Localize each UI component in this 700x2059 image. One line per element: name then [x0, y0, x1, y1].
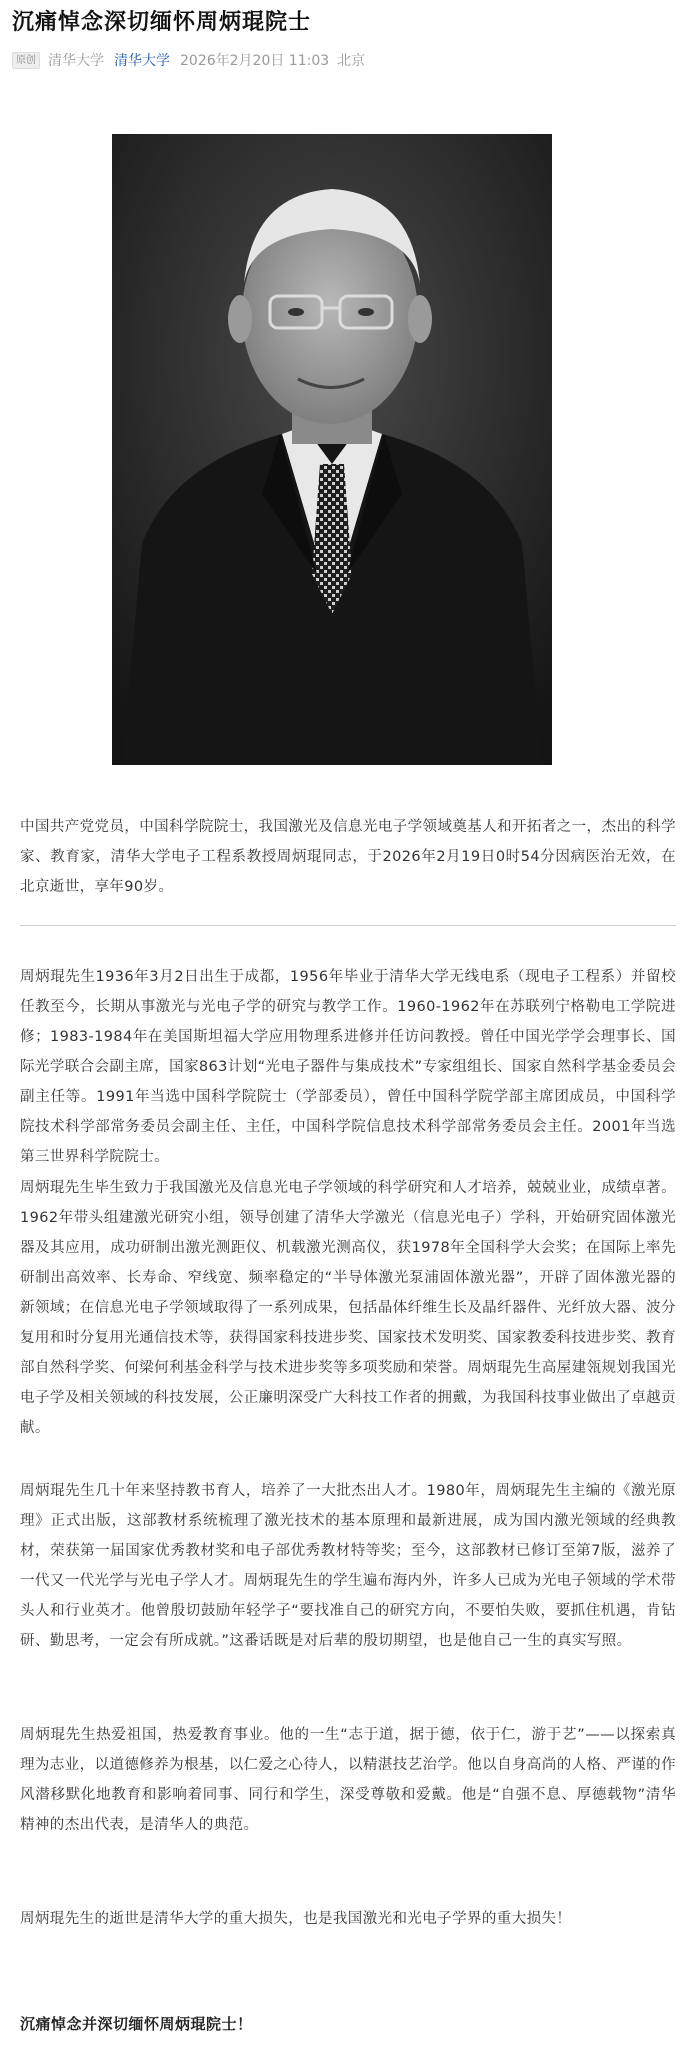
- section-divider: [20, 925, 676, 926]
- education-paragraph: 周炳琨先生几十年来坚持教书育人，培养了一大批杰出人才。1980年，周炳琨先生主编的《激光原理》正式出版，这部教材系统梳理了激光技术的基本原理和最新进展，成为国内激光领域的经典教材，荣获第一届国家优秀教材奖和电子部优秀教材特等奖；至今，这部教材已修订至第7版，滋养了一代又一代光学与光电子学人才。周炳琨先生的学生遍布海内外，许多人已成为光电子领域的学术带头人和行业英才。他曾殷切鼓励年轻学子“要找准自己的研究方向，不要怕失败，要抓住机遇，肯钻研、勤思考，一定会有所成就。”这番话既是对后辈的殷切期望，也是他自己一生的真实写照。: [20, 1483, 676, 1649]
- intro-paragraph: 中国共产党党员，中国科学院院士，我国激光及信息光电子学领域奠基人和开拓者之一，杰出的科学家、教育家，清华大学电子工程系教授周炳琨同志，于2026年2月19日0时54分因病医治无效，在北京逝世，享年90岁。: [20, 819, 676, 895]
- portrait-photo: [112, 134, 552, 765]
- article-meta: [12, 50, 365, 70]
- condolence-paragraph: 周炳琨先生的逝世是清华大学的重大损失，也是我国激光和光电子学界的重大损失！: [20, 1911, 572, 1927]
- publish-date: 2026年2月20日 11:03: [180, 53, 330, 69]
- closing-statement: 沉痛悼念并深切缅怀周炳琨院士！: [20, 2015, 253, 2033]
- original-badge: 原创: [12, 52, 40, 69]
- article-title: 沉痛悼念深切缅怀周炳琨院士: [12, 10, 312, 35]
- biography-paragraph: 周炳琨先生1936年3月2日出生于成都，1956年毕业于清华大学无线电系（现电子工程系）并留校任教至今，长期从事激光与光电子学的研究与教学工作。1960-1962年在苏联列宁格勒电工学院进修；1983-1984年在美国斯坦福大学应用物理系进修并任访问教授。曾任中国光学学会理事长、国际光学联合会副主席，国家863计划“光电子器件与集成技术”专家组组长、国家自然科学基金委员会副主任等。1991年当选中国科学院院士（学部委员），曾任中国科学院学部主席团成员，中国科学院技术科学部常务委员会副主任、主任，中国科学院信息技术科学部常务委员会主任。2001年当选第三世界科学院院士。: [20, 969, 676, 1165]
- research-paragraph: 周炳琨先生毕生致力于我国激光及信息光电子学领域的科学研究和人才培养，兢兢业业，成绩卓著。1962年带头组建激光研究小组，领导创建了清华大学激光（信息光电子）学科，开始研究固体激光器及其应用，成功研制出激光测距仪、机载激光测高仪，获1978年全国科学大会奖；在国际上率先研制出高效率、长寿命、窄线宽、频率稳定的“半导体激光泵浦固体激光器”，开辟了固体激光器的新领域；在信息光电子学领域取得了一系列成果，包括晶体纤维生长及晶纤器件、光纤放大器、波分复用和时分复用光通信技术等，获得国家科技进步奖、国家技术发明奖、国家教委科技进步奖、教育部自然科学奖、何梁何利基金科学与技术进步奖等多项奖励和荣誉。周炳琨先生高屋建瓴规划我国光电子学及相关领域的科技发展，公正廉明深受广大科技工作者的拥戴，为我国科技事业做出了卓越贡献。: [20, 1180, 676, 1436]
- character-paragraph: 周炳琨先生热爱祖国，热爱教育事业。他的一生“志于道，据于德，依于仁，游于艺”——以探索真理为志业，以道德修养为根基，以仁爱之心待人，以精湛技艺治学。他以自身高尚的人格、严谨的作风潜移默化地教育和影响着同事、同行和学生，深受尊敬和爱戴。他是“自强不息、厚德载物”清华精神的杰出代表，是清华人的典范。: [20, 1727, 676, 1833]
- portrait-illustration: [112, 134, 552, 765]
- source-name: 清华大学: [48, 53, 104, 69]
- publish-location: 北京: [337, 53, 366, 69]
- author-link[interactable]: 清华大学: [114, 53, 170, 69]
